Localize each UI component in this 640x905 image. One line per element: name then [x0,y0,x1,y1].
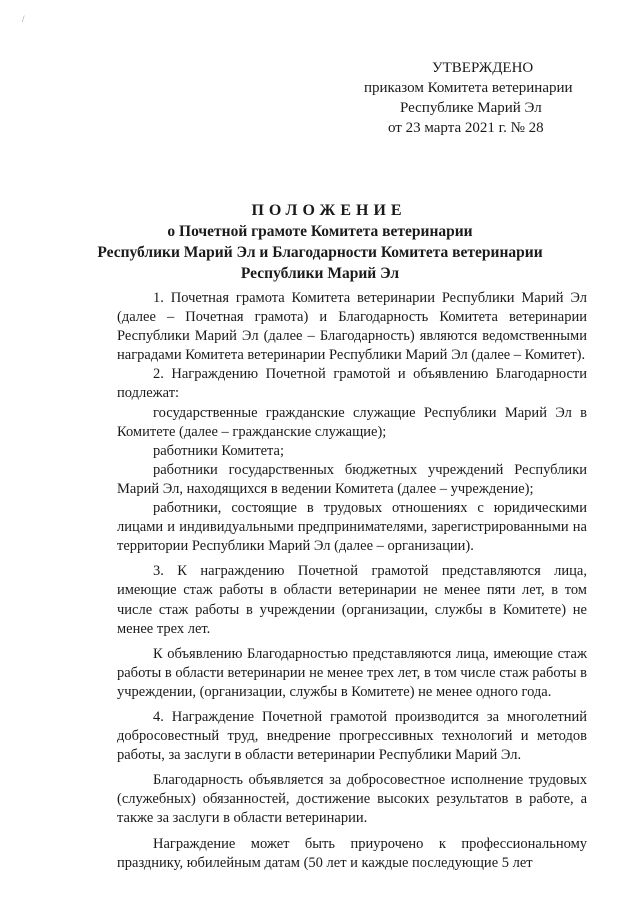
paragraph-4-gratitude: Благодарность объявляется за добросовестное исполнение трудовых (служебных) обязанностей, достижение высоких результатов в работе, а также за заслуги в области ветеринарии. [117,772,587,827]
paragraph-2-item-organization-staff: работники, состоящие в трудовых отношениях с юридическими лицами и индивидуальными предпринимателями, зарегистрированными на территории Республики Марий Эл (далее – организации). [117,500,587,555]
paragraph-3-gratitude: К объявлению Благодарностью представляются лица, имеющие стаж работы в области ветеринарии не менее трех лет, в том числе стаж работы в учреждении, (организации, службы в Комитете) не менее одного года. [117,645,587,700]
paragraph-1: 1. Почетная грамота Комитета ветеринарии Республики Марий Эл (далее – Почетная грамота) и Благодарность Комитета ветеринарии Республики Марий Эл (далее – Благодарность) являются ведомственными наградами Комитета ветеринарии Республики Марий Эл (далее – Комитет). [117,290,587,364]
approval-title: УТВЕРЖДЕНО [432,60,534,76]
paragraph-2-item-committee-staff: работники Комитета; [153,442,285,459]
document-body [117,289,587,873]
paragraph-4: 4. Награждение Почетной грамотой производится за многолетний добросовестный труд, внедрение прогрессивных технологий и методов работы, за заслуги в области ветеринарии Республики Марий Эл. [117,708,587,764]
paragraph-2: 2. Награждению Почетной грамотой и объявлению Благодарности подлежат: [117,366,587,402]
paragraph-4-occasion: Награждение может быть приурочено к профессиональному празднику, юбилейным датам (50 лет и каждые последующие 5 лет [117,835,587,871]
paragraph-3: 3. К награждению Почетной грамотой представляются лица, имеющие стаж работы в области ветеринарии не менее пяти лет, в том числе стаж работы в учреждении (организации, службы в Комитете) не менее трех лет. [117,563,587,637]
document-subtitle-line2: Республики Марий Эл и Благодарности Комитета ветеринарии [97,244,543,261]
paragraph-2-item-civil-servants: государственные гражданские служащие Республики Марий Эл в Комитете (далее – гражданские служащие); [117,404,587,440]
approval-line-republic: Республике Марий Эл [400,100,542,116]
document-subtitle-line1: о Почетной грамоте Комитета ветеринарии [167,223,473,240]
paragraph-2-item-institution-staff: работники государственных бюджетных учреждений Республики Марий Эл, находящихся в ведении Комитета (далее – учреждение); [117,461,587,497]
approval-line-order: приказом Комитета ветеринарии [364,80,573,96]
document-title: ПОЛОЖЕНИЕ [251,202,407,219]
approval-stamp [360,58,620,138]
document-heading [0,200,640,284]
corner-mark: / [22,14,25,24]
approval-line-date: от 23 марта 2021 г. № 28 [388,120,544,136]
document-subtitle-line3: Республики Марий Эл [240,265,400,282]
